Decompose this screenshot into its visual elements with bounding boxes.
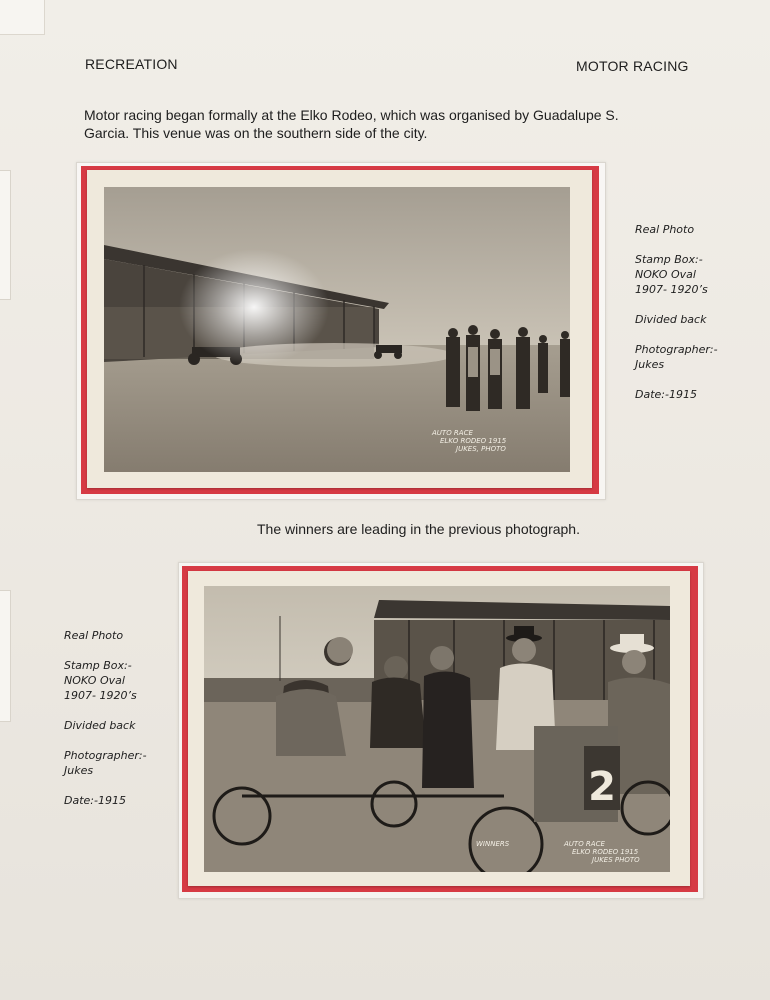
photo1-back: Divided back [635, 313, 707, 326]
photo2-caption-line3: JUKES PHOTO [592, 856, 640, 864]
photo2-back: Divided back [64, 719, 136, 732]
photo-winners-image [204, 586, 670, 872]
topic-header: MOTOR RACING [576, 58, 689, 74]
photo1-info [635, 222, 745, 417]
binder-tab-lower [0, 590, 11, 722]
photo2-photographer: Photographer:- Jukes [64, 749, 147, 777]
section-header: RECREATION [85, 56, 178, 72]
binder-tab-upper [0, 170, 11, 300]
photo1-caption-line3: JUKES, PHOTO [456, 445, 506, 453]
photo2-type: Real Photo [64, 629, 124, 642]
photo1-caption-line2: ELKO RODEO 1915 [440, 437, 507, 445]
intro-text: Motor racing began formally at the Elko Rodeo, which was organised by Guadalupe S. Garcia. This venue was on the southern side of the city. [84, 107, 619, 141]
photo2-info [64, 628, 174, 823]
photo2-caption-line2: ELKO RODEO 1915 [572, 848, 639, 856]
photo2-stamp-box: Stamp Box:- NOKO Oval 1907- 1920’s [64, 659, 137, 702]
photo1-photographer: Photographer:- Jukes [635, 343, 718, 371]
photo-auto-race-image [104, 187, 570, 472]
between-caption: The winners are leading in the previous photograph. [257, 521, 580, 537]
photo-auto-race [104, 187, 570, 472]
photo2-date: Date:-1915 [64, 794, 126, 807]
photo2-caption-winners: WINNERS [476, 840, 510, 848]
photo1-date: Date:-1915 [635, 388, 697, 401]
photo-winners [204, 586, 670, 872]
photo1-caption-line1: AUTO RACE [432, 429, 473, 437]
page-corner-tab [0, 0, 45, 35]
car-number: 2 [588, 764, 616, 810]
photo1-stamp-box: Stamp Box:- NOKO Oval 1907- 1920’s [635, 253, 708, 296]
photo2-caption-line1: AUTO RACE [564, 840, 605, 848]
photo1-type: Real Photo [635, 223, 695, 236]
